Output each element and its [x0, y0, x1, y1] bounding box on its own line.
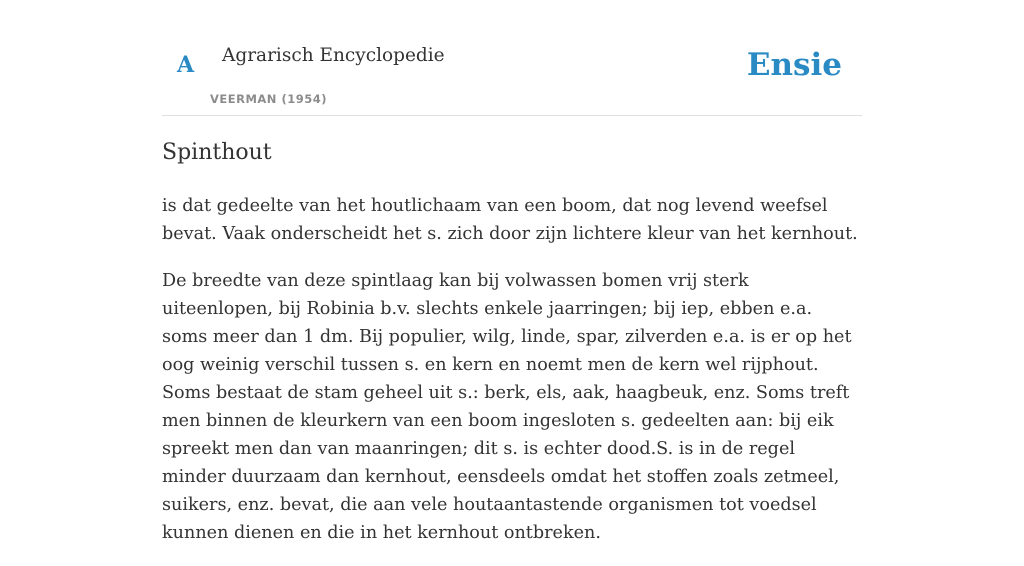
source-author-year: VEERMAN (1954)	[210, 92, 327, 106]
article-paragraph: is dat gedeelte van het houtlichaam van een boom, dat nog levend weefsel bevat. Vaak onderscheidt het s. zich door zijn lichtere kleur van het kernhout.	[162, 196, 858, 244]
source-title[interactable]: Agrarisch Encyclopedie	[222, 45, 445, 66]
ensie-logo[interactable]: Ensie	[746, 47, 842, 83]
article-paragraph: De breedte van deze spintlaag kan bij volwassen bomen vrij sterk uiteenlopen, bij Robinia b.v. slechts enkele jaarringen; bij iep, ebben e.a. soms meer dan 1 dm. Bij populier, wilg, linde, spar, zilverden e.a. is er op het oog weinig verschil tussen s. en kern en noemt men de kern wel rijphout. Soms bestaat de stam geheel uit s.: berk, els, aak, haagbeuk, enz. Soms treft men binnen de kleurkern van een boom ingesloten s. gedeelten aan: bij eik spreekt men dan van maanringen; dit s. is echter dood.S. is in de regel minder duurzaam dan kernhout, eensdeels omdat het stoffen zoals zetmeel, suikers, enz. bevat, die aan vele houtaantastende organismen tot voedsel kunnen dienen en die in het kernhout ontbreken.	[162, 271, 852, 543]
letter-icon[interactable]: A	[177, 52, 195, 78]
article-body	[162, 192, 862, 566]
article-title: Spinthout	[162, 140, 272, 165]
source-header	[162, 0, 862, 116]
content-column	[162, 0, 862, 543]
